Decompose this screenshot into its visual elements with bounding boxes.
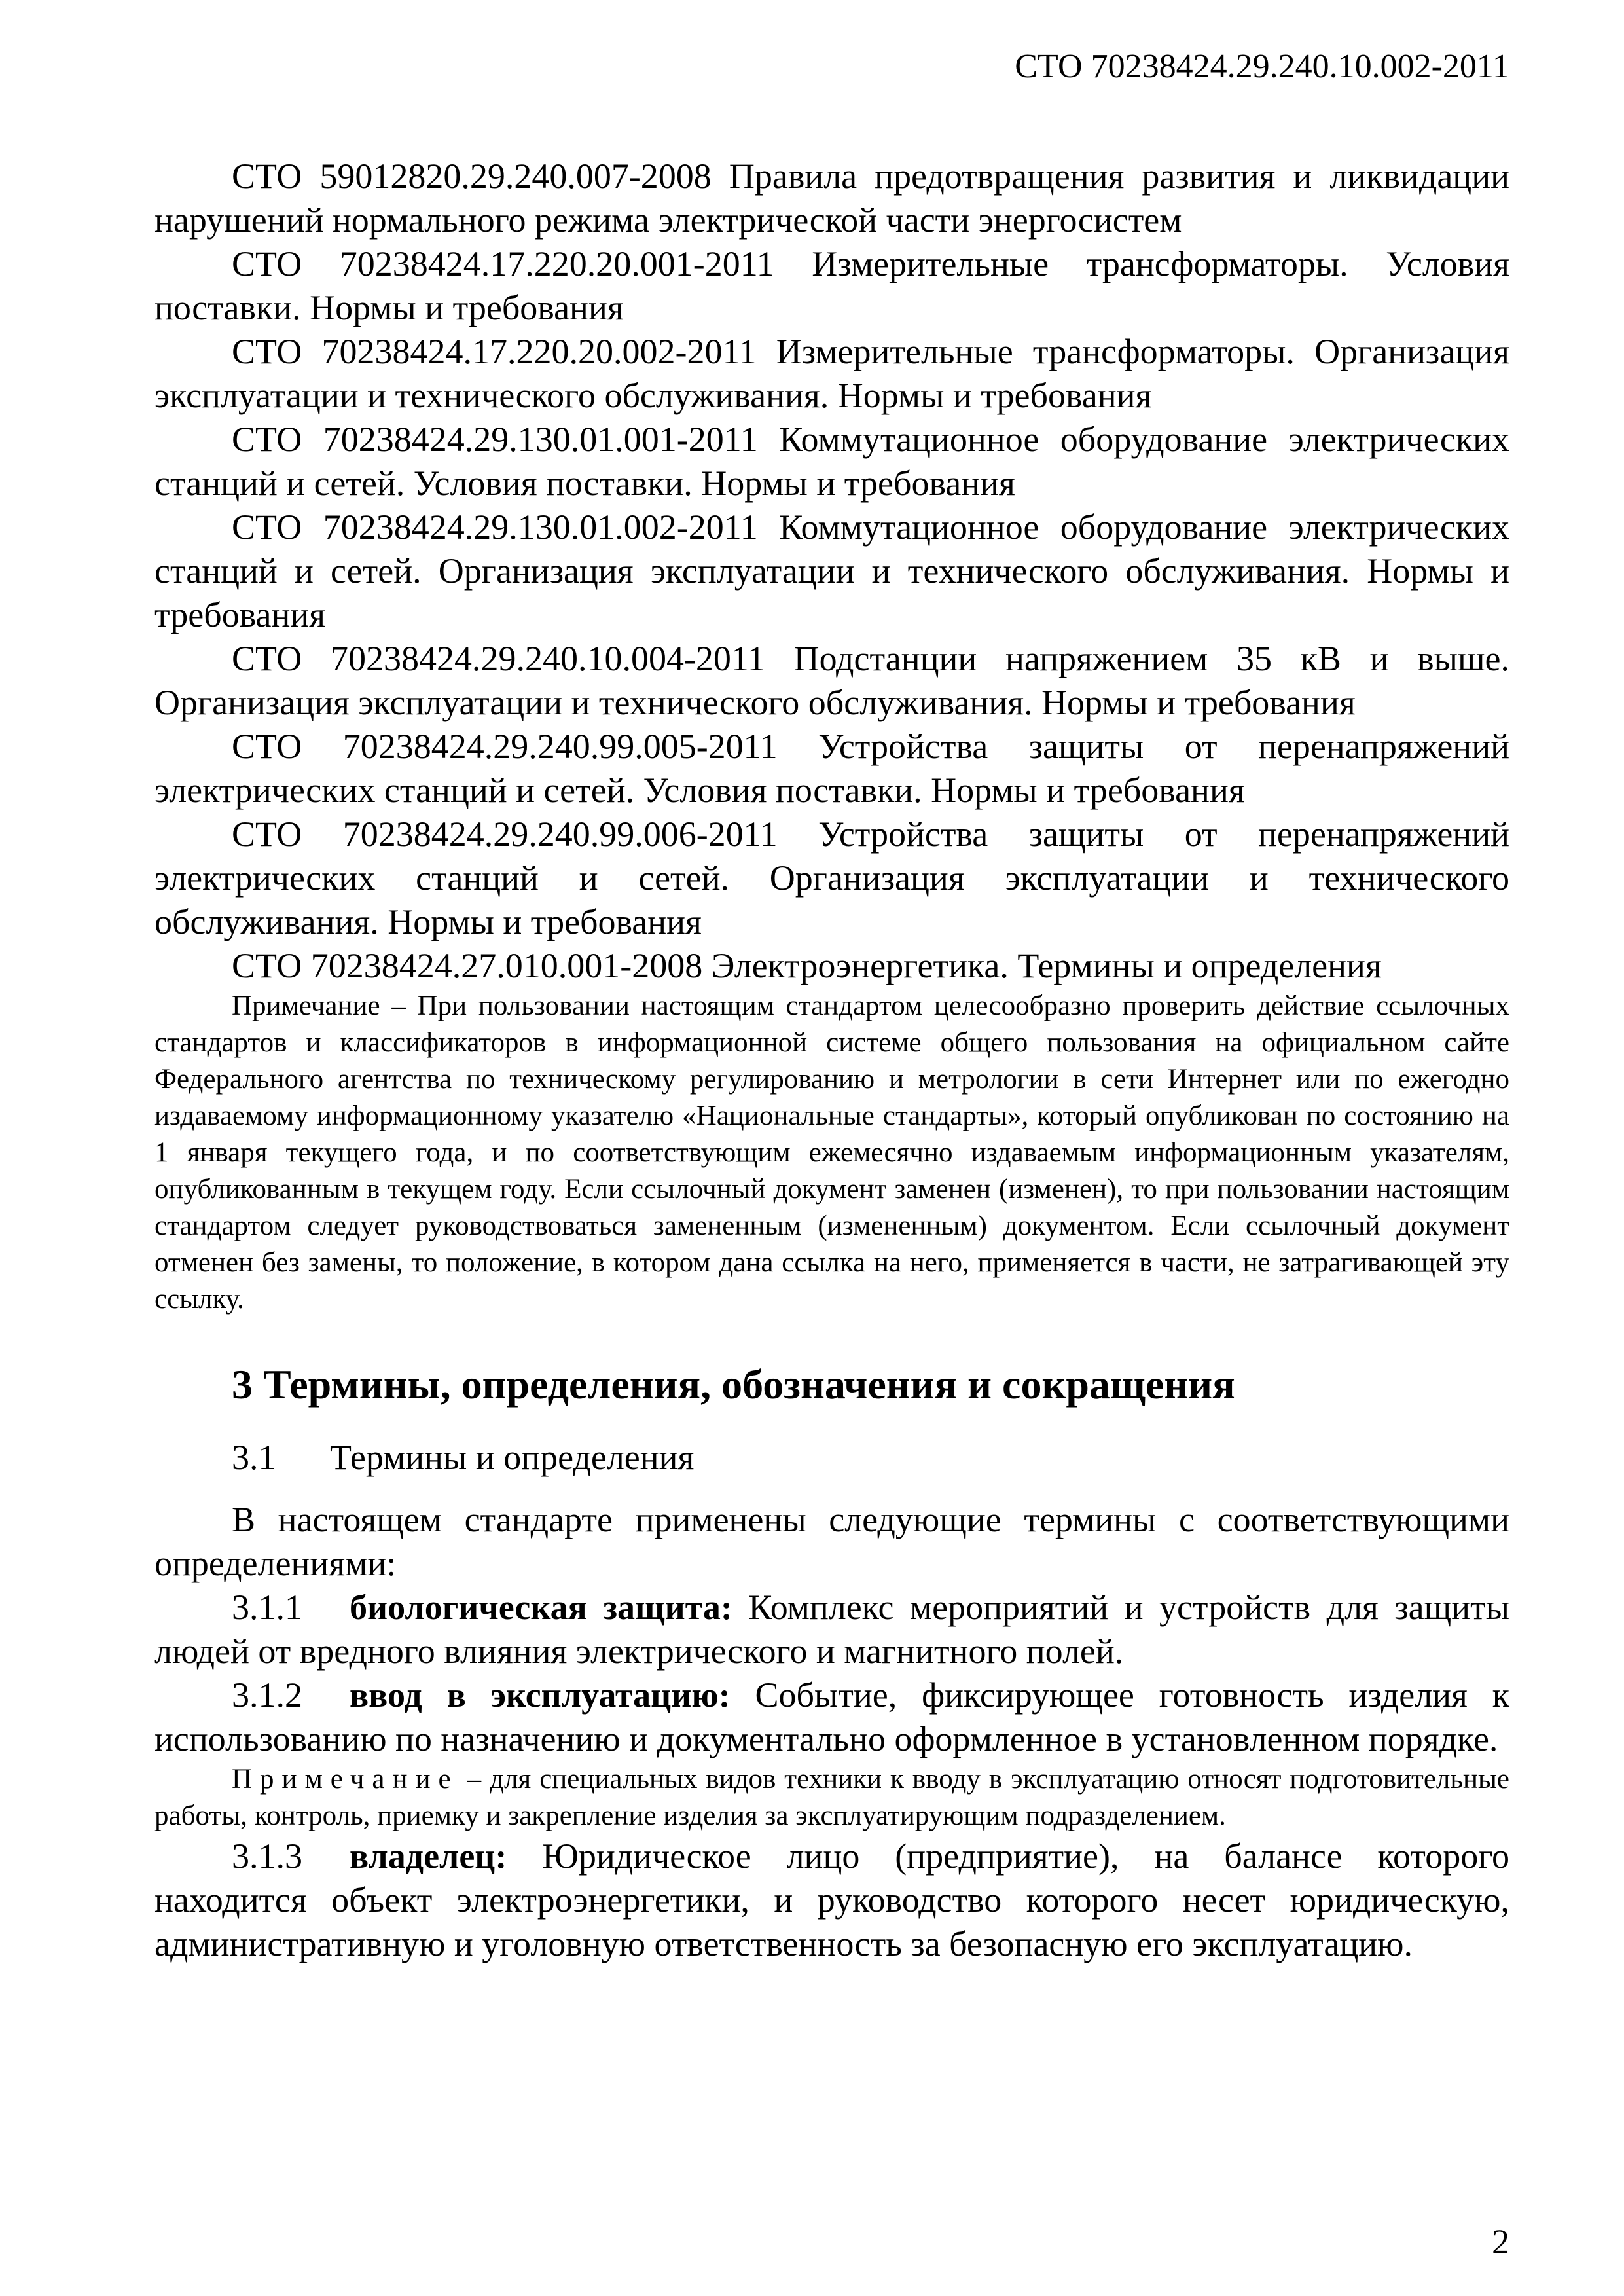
page-number: 2 (1492, 2222, 1509, 2261)
reference-item: СТО 70238424.17.220.20.001-2011 Измерительные трансформаторы. Условия поставки. Нормы и требования (154, 244, 1509, 327)
subsection-number: 3.1 (232, 1438, 276, 1477)
term-note-label: Примечание (232, 1764, 459, 1795)
term-entry (154, 1673, 1509, 1761)
term-number: 3.1.2 (232, 1675, 302, 1715)
term-name: ввод в эксплуатацию: (350, 1675, 731, 1715)
term-number: 3.1.3 (232, 1836, 302, 1876)
terms-intro: В настоящем стандарте применены следующие термины с соответствующими определениями: (154, 1500, 1509, 1583)
reference-item: СТО 70238424.29.240.10.004-2011 Подстанции напряжением 35 кВ и выше. Организация эксплуатации и технического обслуживания. Нормы и требования (154, 639, 1509, 722)
subsection-heading (154, 1436, 1509, 1480)
term-definition: Событие, фиксирующее готовность изделия к использованию по назначению и документально оформленное в установленном порядке. (154, 1675, 1509, 1758)
term-note (154, 1761, 1509, 1834)
subsection-title-text: Термины и определения (330, 1438, 695, 1477)
term-name: биологическая защита: (350, 1588, 732, 1627)
reference-item: СТО 70238424.29.240.99.005-2011 Устройства защиты от перенапряжений электрических станций и сетей. Условия поставки. Нормы и требования (154, 727, 1509, 810)
term-definition: Комплекс мероприятий и устройств для защиты людей от вредного влияния электрического и магнитного полей. (154, 1588, 1509, 1671)
section-number: 3 (232, 1361, 253, 1408)
term-number: 3.1.1 (232, 1588, 302, 1627)
reference-item: СТО 70238424.29.130.01.002-2011 Коммутационное оборудование электрических станций и сетей. Организация эксплуатации и технического обслуживания. Нормы и требования (154, 507, 1509, 634)
page-content (154, 155, 1509, 1966)
reference-item: СТО 70238424.27.010.001-2008 Электроэнергетика. Термины и определения (232, 946, 1382, 985)
term-definition: Юридическое лицо (предприятие), на балансе которого находится объект электроэнергетики, и руководство которого несет юридическую, административную и уголовную ответственность за безопасную его эксплуатацию. (154, 1836, 1509, 1963)
reference-item: СТО 59012820.29.240.007-2008 Правила предотвращения развития и ликвидации нарушений нормального режима электрической части энергосистем (154, 156, 1509, 240)
normative-references-list (154, 155, 1509, 988)
reference-item: СТО 70238424.29.130.01.001-2011 Коммутационное оборудование электрических станций и сетей. Условия поставки. Нормы и требования (154, 420, 1509, 503)
term-name: владелец: (350, 1836, 507, 1876)
term-entry (154, 1586, 1509, 1673)
section-heading (154, 1358, 1509, 1411)
reference-item: СТО 70238424.29.240.99.006-2011 Устройства защиты от перенапряжений электрических станций и сетей. Организация эксплуатации и технического обслуживания. Нормы и требования (154, 814, 1509, 941)
term-entry (154, 1834, 1509, 1966)
reference-item: СТО 70238424.17.220.20.002-2011 Измерительные трансформаторы. Организация эксплуатации и технического обслуживания. Нормы и требования (154, 332, 1509, 415)
references-note: Примечание – При пользовании настоящим стандартом целесообразно проверить действие ссылочных стандартов и классификаторов в информационной системе общего пользования на официальном сайте Федерального агентства по техническому регулированию и метрологии в сети Интернет или по ежегодно издаваемому информационному указателю «Национальные стандарты», который опубликован по состоянию на 1 января текущего года, и по соответствующим ежемесячно издаваемым информационным указателям, опубликованным в текущем году. Если ссылочный документ заменен (изменен), то при пользовании настоящим стандартом следует руководствоваться замененным (измененным) документом. Если ссылочный документ отменен без замены, то положение, в котором дана ссылка на него, применяется в части, не затрагивающей эту ссылку. (154, 991, 1509, 1315)
section-title-text: Термины, определения, обозначения и сокращения (263, 1361, 1235, 1408)
document-code-header: СТО 70238424.29.240.10.002-2011 (1015, 48, 1509, 85)
term-note-text: – для специальных видов техники к вводу в эксплуатацию относят подготовительные работы, контроль, приемку и закрепление изделия за эксплуатирующим подразделением. (154, 1764, 1509, 1831)
